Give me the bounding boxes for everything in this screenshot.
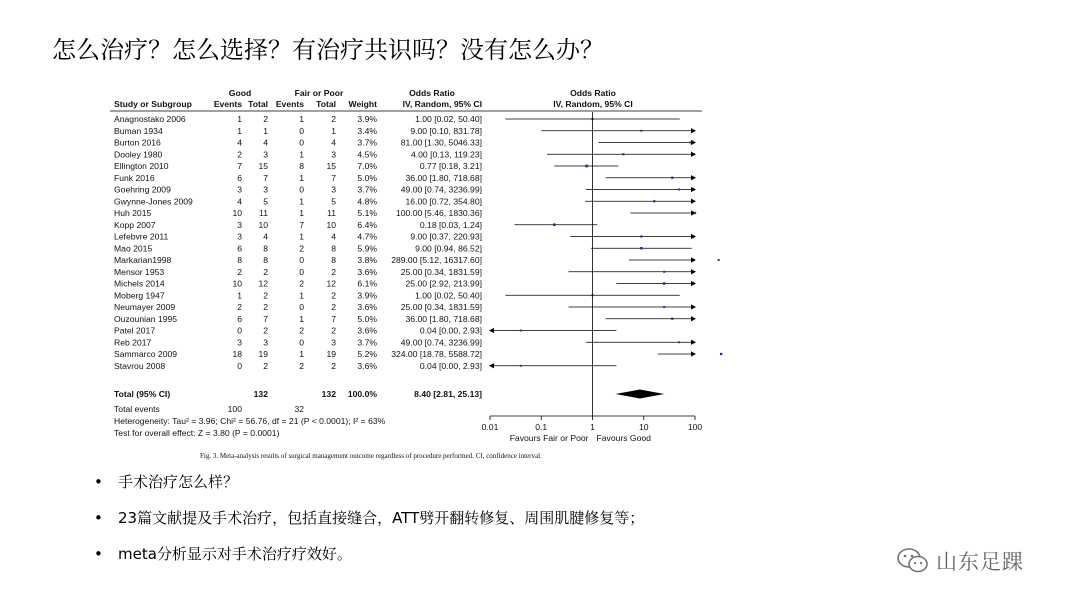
point-estimate (689, 141, 691, 143)
study-name: Reb 2017 (114, 337, 152, 348)
pooled-diamond (615, 390, 664, 399)
point-estimate (663, 306, 665, 308)
study-ci-text: 25.00 [0.34, 1831.59] (400, 302, 482, 312)
study-weight: 3.9% (357, 114, 377, 124)
total-weight: 100.0% (347, 389, 377, 399)
header-or-title: Odds Ratio (409, 88, 455, 98)
point-estimate (678, 188, 680, 190)
header-events-2: Events (275, 99, 304, 109)
study-total-2: 15 (326, 161, 336, 171)
study-events-2: 2 (299, 325, 304, 336)
study-ci-text: 0.18 [0.03, 1.24] (419, 219, 482, 230)
study-events-2: 7 (299, 219, 304, 230)
total-events-2: 32 (294, 404, 304, 414)
study-total-1: 2 (263, 114, 268, 124)
study-ci-text: 49.00 [0.74, 3236.99] (400, 184, 482, 195)
x-tick-label: 100 (687, 422, 703, 432)
total-n-1: 132 (253, 389, 268, 399)
study-total-1: 8 (263, 243, 268, 254)
point-estimate (640, 247, 642, 249)
point-estimate (663, 282, 666, 285)
total-events-label: Total events (114, 404, 160, 414)
study-name: Buman 1934 (114, 125, 163, 136)
study-total-2: 2 (331, 302, 336, 312)
study-weight: 5.0% (357, 313, 377, 324)
study-total-2: 2 (331, 114, 336, 124)
study-events-2: 1 (299, 231, 304, 242)
point-estimate (520, 365, 522, 367)
study-ci-text: 4.00 [0.13, 119.23] (410, 149, 482, 160)
study-events-1: 6 (237, 243, 242, 254)
study-total-2: 8 (331, 255, 336, 265)
study-events-1: 3 (237, 184, 242, 195)
header-or-title-plot: Odds Ratio (570, 88, 616, 98)
study-total-1: 10 (258, 219, 268, 230)
study-name: Burton 2016 (114, 137, 161, 148)
wechat-icon (896, 547, 930, 575)
point-estimate (678, 341, 680, 343)
total-ci-text: 8.40 [2.81, 25.13] (414, 389, 482, 399)
x-tick-label: 0.1 (535, 422, 548, 432)
study-ci-text: 36.00 [1.80, 718.68] (405, 172, 482, 183)
study-total-1: 1 (263, 125, 268, 136)
study-total-2: 7 (331, 313, 336, 324)
study-events-1: 2 (237, 266, 242, 277)
point-estimate (640, 235, 642, 237)
ci-arrow-right (691, 281, 696, 286)
study-total-1: 2 (263, 302, 268, 312)
study-weight: 3.7% (357, 184, 377, 195)
point-estimate (653, 200, 655, 202)
study-events-2: 1 (299, 208, 304, 218)
ci-arrow-left (489, 328, 494, 333)
total-events-1: 100 (227, 404, 242, 414)
study-name: Lefebvre 2011 (114, 231, 169, 242)
study-total-2: 3 (331, 337, 336, 348)
header-or-method-plot: IV, Random, 95% CI (553, 99, 633, 109)
study-total-2: 8 (331, 243, 336, 254)
study-weight: 3.9% (357, 290, 377, 301)
study-name: Kopp 2007 (114, 219, 156, 230)
point-estimate (671, 177, 673, 179)
study-weight: 6.1% (357, 278, 377, 289)
study-events-1: 4 (237, 196, 242, 207)
study-events-2: 0 (299, 337, 304, 348)
ci-arrow-right (691, 257, 696, 262)
study-weight: 3.4% (357, 125, 377, 136)
overall-effect-text: Test for overall effect: Z = 3.80 (P = 0.0001) (114, 428, 280, 438)
study-ci-text: 25.00 [0.34, 1831.59] (400, 266, 482, 277)
study-name: Patel 2017 (114, 325, 156, 336)
bullet-dot: • (94, 509, 103, 527)
watermark-text: 山东足踝 (936, 550, 1024, 574)
study-ci-text: 9.00 [0.94, 86.52] (415, 243, 482, 254)
bullet-item (94, 508, 644, 544)
study-total-2: 5 (331, 196, 336, 207)
study-events-1: 1 (237, 125, 242, 136)
study-events-1: 7 (237, 161, 242, 171)
ci-arrow-right (691, 304, 696, 309)
study-total-2: 12 (326, 278, 336, 289)
study-ci-text: 1.00 [0.02, 50.40] (415, 114, 482, 124)
study-name: Ouzounian 1995 (114, 313, 178, 324)
study-events-1: 4 (237, 137, 242, 148)
favours-right-label: Favours Good (596, 433, 651, 443)
point-estimate (585, 165, 588, 168)
study-events-1: 10 (232, 208, 242, 218)
study-ci-text: 9.00 [0.37, 220.93] (410, 231, 482, 242)
study-events-1: 6 (237, 313, 242, 324)
study-ci-text: 25.00 [2.92, 213.99] (405, 278, 482, 289)
x-tick-label: 10 (638, 422, 649, 432)
study-name: Funk 2016 (114, 172, 155, 183)
bullet-item (94, 472, 644, 508)
study-name: Michels 2014 (114, 278, 165, 289)
study-total-1: 8 (263, 255, 268, 265)
study-name: Mao 2015 (114, 243, 153, 254)
watermark (896, 546, 1024, 576)
study-total-1: 3 (263, 149, 268, 160)
slide-title: 怎么治疗？怎么选择？有治疗共识吗？没有怎么办？ (52, 36, 604, 64)
bullet-dot: • (94, 545, 103, 563)
study-weight: 3.7% (357, 137, 377, 148)
study-events-1: 1 (237, 290, 242, 301)
study-events-2: 1 (299, 313, 304, 324)
study-name: Goehring 2009 (114, 184, 171, 195)
study-total-1: 2 (263, 290, 268, 301)
point-estimate (622, 153, 624, 155)
study-name: Ellington 2010 (114, 161, 169, 171)
ci-arrow-right (691, 152, 696, 157)
ci-arrow-right (691, 140, 696, 145)
study-events-1: 18 (232, 349, 242, 359)
study-weight: 7.0% (357, 161, 377, 171)
bullet-text: meta分析显示对手术治疗疗效好。 (118, 545, 352, 563)
ci-arrow-right (691, 351, 696, 356)
study-name: Dooley 1980 (114, 149, 163, 160)
study-weight: 5.2% (357, 349, 377, 359)
study-events-2: 1 (299, 349, 304, 359)
header-total-1: Total (248, 99, 268, 109)
ci-arrow-right (691, 175, 696, 180)
study-ci-text: 0.04 [0.00, 2.93] (419, 360, 482, 371)
study-events-2: 1 (299, 290, 304, 301)
study-ci-text: 324.00 [18.78, 5588.72] (391, 349, 482, 359)
ci-arrow-right (691, 128, 696, 133)
study-total-1: 3 (263, 337, 268, 348)
ci-arrow-right (691, 340, 696, 345)
study-events-2: 2 (299, 360, 304, 371)
study-name: Markarian1998 (114, 255, 172, 265)
bullet-list (94, 472, 644, 580)
point-estimate (640, 130, 642, 132)
study-events-1: 2 (237, 302, 242, 312)
study-events-2: 0 (299, 266, 304, 277)
point-estimate (694, 212, 696, 214)
study-events-2: 1 (299, 196, 304, 207)
study-total-2: 3 (331, 184, 336, 195)
study-ci-text: 0.04 [0.00, 2.93] (419, 325, 482, 336)
header-weight: Weight (348, 99, 377, 109)
study-weight: 3.6% (357, 266, 377, 277)
study-events-2: 2 (299, 243, 304, 254)
study-total-1: 2 (263, 360, 268, 371)
study-weight: 4.5% (357, 149, 377, 160)
study-events-2: 0 (299, 137, 304, 148)
study-total-1: 12 (258, 278, 268, 289)
study-total-1: 15 (258, 161, 268, 171)
study-total-2: 2 (331, 266, 336, 277)
study-weight: 3.7% (357, 337, 377, 348)
study-total-2: 4 (331, 231, 336, 242)
study-total-2: 19 (326, 349, 336, 359)
study-weight: 3.8% (357, 255, 377, 265)
ci-arrow-right (691, 187, 696, 192)
study-total-1: 2 (263, 325, 268, 336)
study-events-1: 3 (237, 231, 242, 242)
study-ci-text: 36.00 [1.80, 718.68] (405, 313, 482, 324)
study-events-1: 0 (237, 325, 242, 336)
header-group1: Good (228, 88, 252, 98)
study-total-1: 11 (259, 208, 268, 218)
study-weight: 3.6% (357, 360, 377, 371)
bullet-text: 23篇文献提及手术治疗，包括直接缝合，ATT劈开翻转修复、周围肌腱修复等； (118, 509, 645, 527)
heterogeneity-text: Heterogeneity: Tau² = 3.96; Chi² = 56.76, df = 21 (P < 0.0001); I² = 63% (114, 416, 386, 426)
study-total-2: 11 (327, 208, 336, 218)
study-events-1: 3 (237, 219, 242, 230)
study-weight: 3.6% (357, 302, 377, 312)
study-events-1: 6 (237, 172, 242, 183)
x-tick-label: 0.01 (481, 422, 499, 432)
study-total-2: 3 (331, 149, 336, 160)
study-total-1: 2 (263, 266, 268, 277)
ci-arrow-right (691, 234, 696, 239)
study-ci-text: 0.77 [0.18, 3.21] (419, 161, 482, 171)
study-events-2: 1 (299, 149, 304, 160)
study-total-2: 2 (331, 325, 336, 336)
study-total-2: 10 (326, 219, 336, 230)
study-weight: 5.0% (357, 172, 377, 183)
study-total-2: 2 (331, 290, 336, 301)
ci-arrow-right (691, 316, 696, 321)
study-ci-text: 100.00 [5.46, 1830.36] (395, 208, 482, 218)
point-estimate (671, 318, 673, 320)
study-name: Anagnostako 2006 (114, 114, 186, 124)
study-total-1: 4 (263, 231, 268, 242)
favours-left-label: Favours Fair or Poor (509, 433, 589, 443)
study-total-1: 19 (258, 349, 268, 359)
study-name: Sammarco 2009 (114, 349, 178, 359)
study-events-2: 2 (299, 278, 304, 289)
study-total-1: 3 (263, 184, 268, 195)
header-total-2: Total (316, 99, 336, 109)
study-ci-text: 81.00 [1.30, 5046.33] (400, 137, 482, 148)
study-total-1: 5 (263, 196, 268, 207)
study-ci-text: 9.00 [0.10, 831.78] (410, 125, 482, 136)
total-label: Total (95% CI) (114, 389, 171, 399)
study-weight: 6.4% (357, 219, 377, 230)
point-estimate (520, 330, 522, 332)
ci-arrow-right (691, 199, 696, 204)
study-total-2: 1 (331, 125, 336, 136)
ci-arrow-right (691, 269, 696, 274)
study-name: Mensor 1953 (114, 266, 165, 277)
study-events-2: 0 (299, 125, 304, 136)
point-estimate (720, 353, 722, 355)
study-name: Moberg 1947 (114, 290, 165, 301)
study-events-2: 8 (299, 161, 304, 171)
study-events-1: 8 (237, 255, 242, 265)
study-ci-text: 49.00 [0.74, 3236.99] (400, 337, 482, 348)
study-events-1: 3 (237, 337, 242, 348)
study-events-2: 1 (299, 172, 304, 183)
study-events-2: 1 (299, 114, 304, 124)
study-name: Gwynne-Jones 2009 (114, 196, 193, 207)
total-n-2: 132 (321, 389, 336, 399)
point-estimate (718, 259, 720, 261)
study-events-2: 0 (299, 302, 304, 312)
header-or-method: IV, Random, 95% CI (402, 99, 482, 109)
study-events-1: 1 (237, 114, 242, 124)
study-weight: 4.7% (357, 231, 377, 242)
study-total-2: 7 (331, 172, 336, 183)
study-events-2: 0 (299, 255, 304, 265)
study-total-1: 7 (263, 313, 268, 324)
study-events-1: 2 (237, 149, 242, 160)
bullet-dot: • (94, 473, 103, 491)
figure-caption: Fig. 3. Meta-analysis results of surgical management outcome regardless of procedure performed. CI, confidence interval. (200, 452, 542, 460)
study-weight: 5.9% (357, 243, 377, 254)
point-estimate (663, 271, 665, 273)
study-ci-text: 289.00 [5.12, 16317.60] (391, 255, 482, 265)
study-total-1: 4 (263, 137, 268, 148)
study-events-1: 10 (232, 278, 242, 289)
study-events-2: 0 (299, 184, 304, 195)
bullet-item (94, 544, 644, 580)
bullet-text: 手术治疗怎么样？ (118, 473, 239, 491)
study-weight: 4.8% (357, 196, 377, 207)
study-name: Stavrou 2008 (114, 360, 166, 371)
study-ci-text: 1.00 [0.02, 50.40] (415, 290, 482, 301)
point-estimate (553, 223, 556, 226)
study-name: Huh 2015 (114, 208, 152, 218)
ci-arrow-left (489, 363, 494, 368)
study-total-1: 7 (263, 172, 268, 183)
study-weight: 3.6% (357, 325, 377, 336)
study-name: Neumayer 2009 (114, 302, 176, 312)
study-weight: 5.1% (357, 208, 377, 218)
study-events-1: 0 (237, 360, 242, 371)
study-total-2: 4 (331, 137, 336, 148)
study-ci-text: 16.00 [0.72, 354.80] (405, 196, 482, 207)
header-events-1: Events (213, 99, 242, 109)
study-total-2: 2 (331, 360, 336, 371)
header-group2: Fair or Poor (294, 88, 344, 98)
header-study: Study or Subgroup (114, 99, 192, 109)
x-tick-label: 1 (590, 422, 595, 432)
